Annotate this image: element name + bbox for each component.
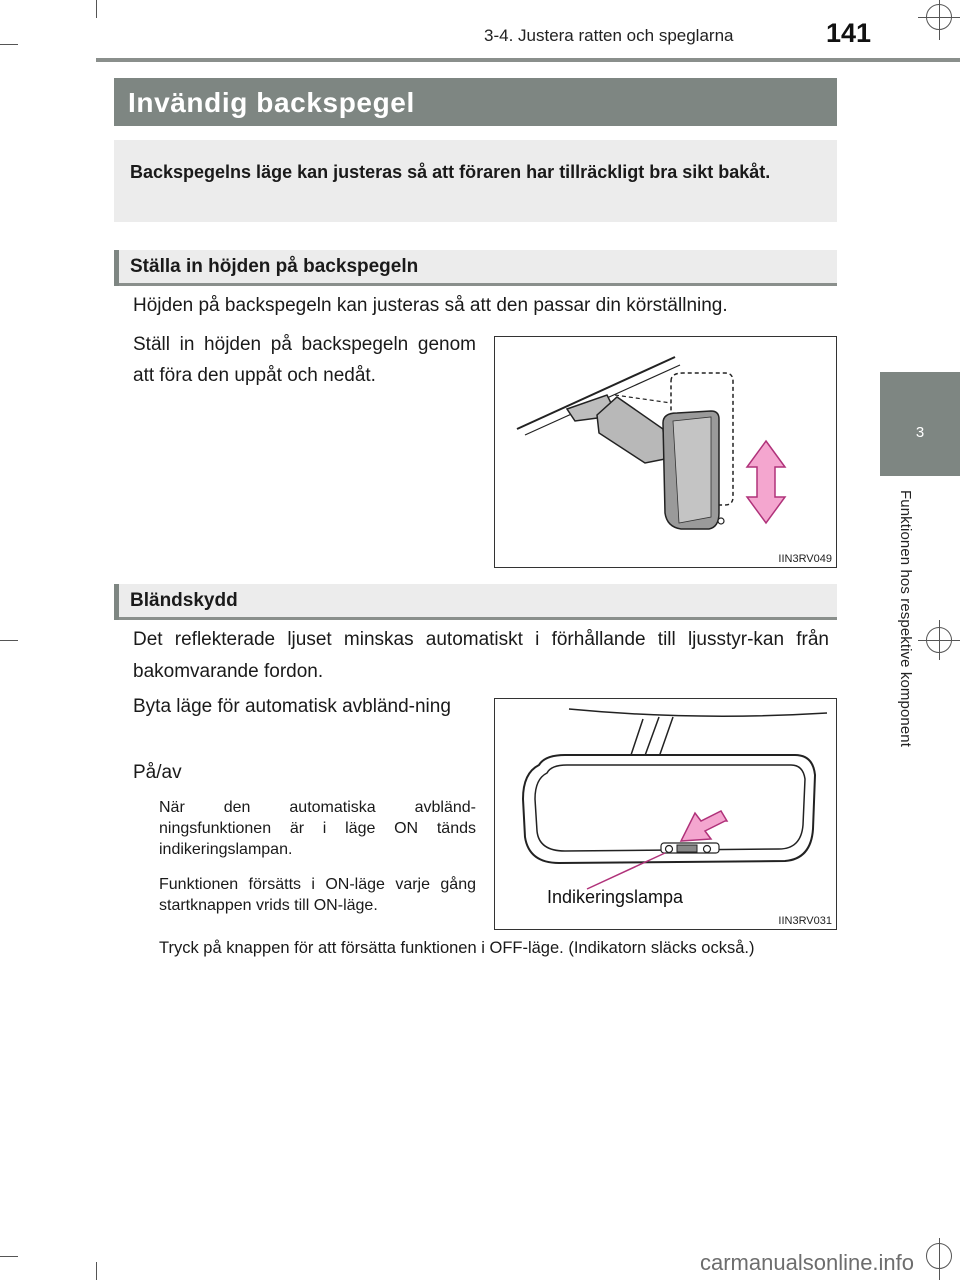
watermark: carmanualsonline.info (700, 1250, 915, 1275)
paragraph: Det reflekterade ljuset minskas automatiskt i förhållande till ljusstyr-kan från bakomvarande fordon. (133, 629, 829, 682)
crop-mark (939, 620, 940, 660)
section-heading-label: Bländskydd (130, 590, 238, 611)
paragraph: Höjden på backspegeln kan justeras så att den passar din körställning. (133, 295, 728, 316)
paragraph: På/av (133, 762, 182, 783)
figure-antiglare-mirror (494, 698, 837, 930)
crop-mark (0, 640, 18, 641)
crop-mark (939, 0, 940, 40)
section-heading-antiglare (114, 584, 837, 620)
chapter-title: Funktionen hos respektive komponent (897, 490, 914, 747)
section-heading-label: Ställa in höjden på backspegeln (130, 256, 419, 277)
note: Tryck på knappen för att försätta funktionen i OFF-läge. (Indikatorn släcks också.) (159, 939, 755, 957)
section-marker (114, 584, 119, 620)
crop-mark (0, 1256, 18, 1257)
paragraph: Ställ in höjden på backspegeln genom att föra den uppåt och nedåt. (133, 334, 476, 386)
paragraph: Byta läge för automatisk avbländ-ning (133, 696, 451, 717)
page-title: Invändig backspegel (114, 78, 837, 126)
crop-mark (96, 1262, 97, 1280)
figure-code: IIN3RV049 (778, 553, 832, 565)
running-header: 3-4. Justera ratten och speglarna (484, 26, 734, 45)
figure-code: IIN3RV031 (778, 915, 832, 927)
figure-mirror-height (494, 336, 837, 568)
page-number: 141 (826, 18, 872, 48)
mirror-height-illustration (495, 337, 836, 567)
section-marker (114, 250, 119, 286)
chapter-number: 3 (915, 424, 925, 441)
section-heading-height (114, 250, 837, 286)
intro-summary: Backspegelns läge kan justeras så att föraren har tillräckligt bra sikt bakåt. (114, 140, 837, 222)
crop-mark (96, 0, 97, 18)
crop-mark (939, 1238, 940, 1280)
crop-mark (0, 44, 18, 45)
indicator-callout: Indikeringslampa (547, 887, 684, 907)
note: När den automatiska avbländ-ningsfunktionen är i läge ON tänds indikeringslampan. (159, 799, 476, 858)
note: Funktionen försätts i ON-läge varje gång startknappen vrids till ON-läge. (159, 876, 476, 914)
header-rule (96, 58, 960, 62)
